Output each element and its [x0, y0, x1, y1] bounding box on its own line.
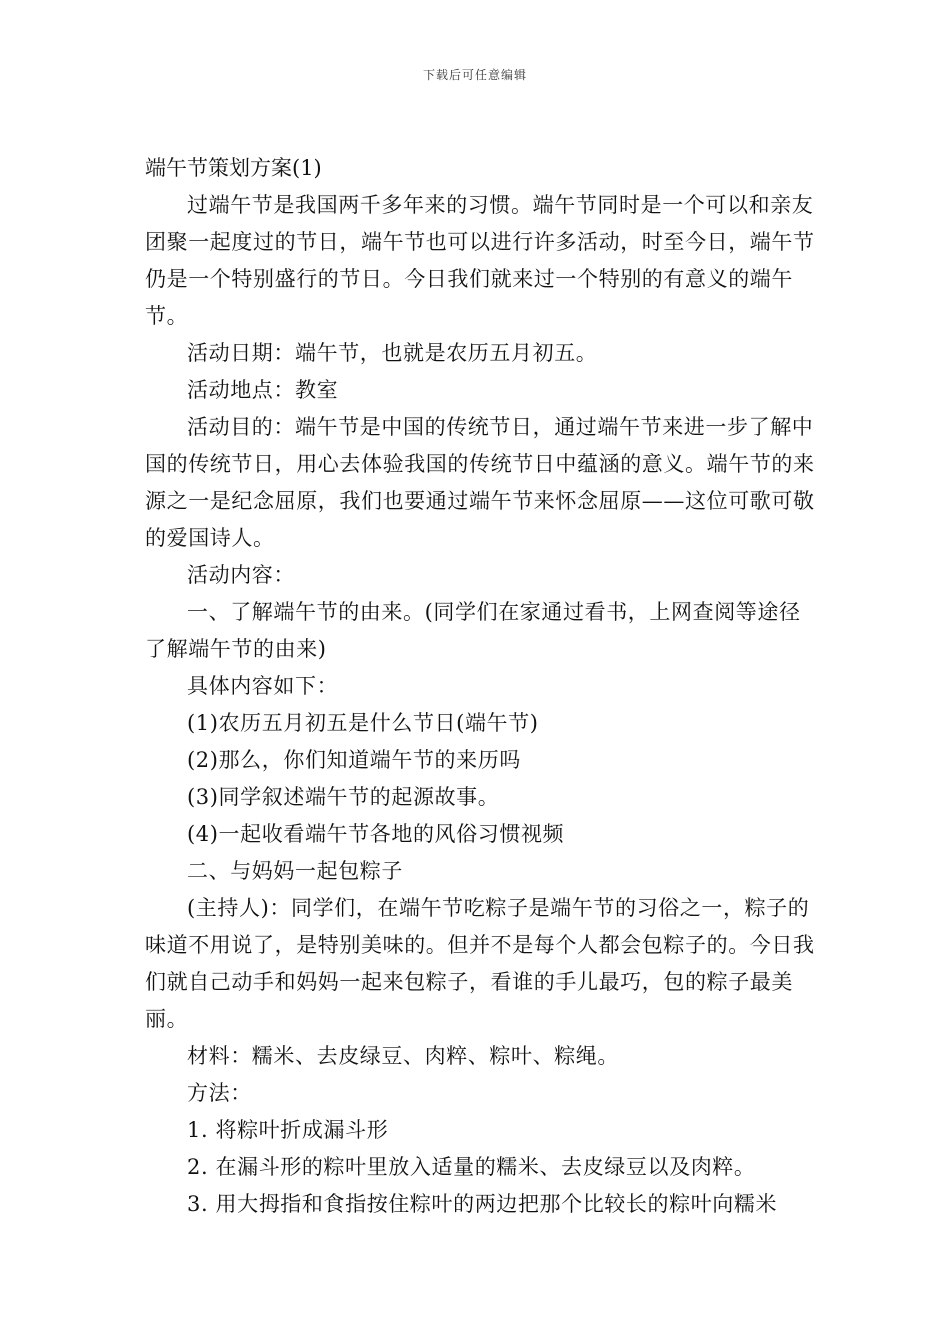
paragraph-content-heading: 活动内容： — [187, 563, 295, 587]
paragraph-location: 活动地点：教室 — [187, 378, 339, 402]
list-item-2: (2)那么，你们知道端午节的来历吗 — [187, 748, 521, 772]
paragraph-section-two: 二、与妈妈一起包粽子 — [187, 859, 403, 883]
list-item-1: (1)农历五月初五是什么节日(端午节) — [187, 711, 539, 735]
paragraph-section-one: 一、了解端午节的由来。(同学们在家通过看书，上网查阅等途径了解端午节的由来) — [145, 600, 801, 661]
page-header: 下载后可任意编辑 — [422, 68, 527, 82]
paragraph-purpose: 活动目的：端午节是中国的传统节日，通过端午节来进一步了解中国的传统节日，用心去体验我国的传统节日中蕴涵的意义。端午节的来源之一是纪念屈原，我们也要通过端午节来怀念屈原——这位可歌可敬的爱国诗人。 — [145, 415, 815, 550]
paragraph-intro: 过端午节是我国两千多年来的习惯。端午节同时是一个可以和亲友团聚一起度过的节日，端午节也可以进行许多活动，时至今日，端午节仍是一个特别盛行的节日。今日我们就来过一个特别的有意义的端午节。 — [145, 193, 815, 328]
paragraph-materials: 材料：糯米、去皮绿豆、肉粹、粽叶、粽绳。 — [187, 1044, 619, 1068]
document-body — [145, 150, 817, 1223]
paragraph-host: (主持人)：同学们，在端午节吃粽子是端午节的习俗之一，粽子的味道不用说了，是特别美味的。但并不是每个人都会包粽子的。今日我们就自己动手和妈妈一起来包粽子，看谁的手儿最巧，包的粽子最美丽。 — [145, 896, 815, 1031]
step-1: 1. 将粽叶折成漏斗形 — [187, 1118, 389, 1142]
paragraph-method-heading: 方法： — [187, 1081, 252, 1105]
step-3: 3. 用大拇指和食指按住粽叶的两边把那个比较长的粽叶向糯米 — [187, 1192, 778, 1216]
paragraph-date: 活动日期：端午节，也就是农历五月初五。 — [187, 341, 598, 365]
list-item-4: (4)一起收看端午节各地的风俗习惯视频 — [187, 822, 565, 846]
step-2: 2. 在漏斗形的粽叶里放入适量的糯米、去皮绿豆以及肉粹。 — [187, 1155, 756, 1179]
paragraph-details-heading: 具体内容如下： — [187, 674, 339, 698]
document-title: 端午节策划方案(1) — [145, 156, 322, 180]
list-item-3: (3)同学叙述端午节的起源故事。 — [187, 785, 500, 809]
